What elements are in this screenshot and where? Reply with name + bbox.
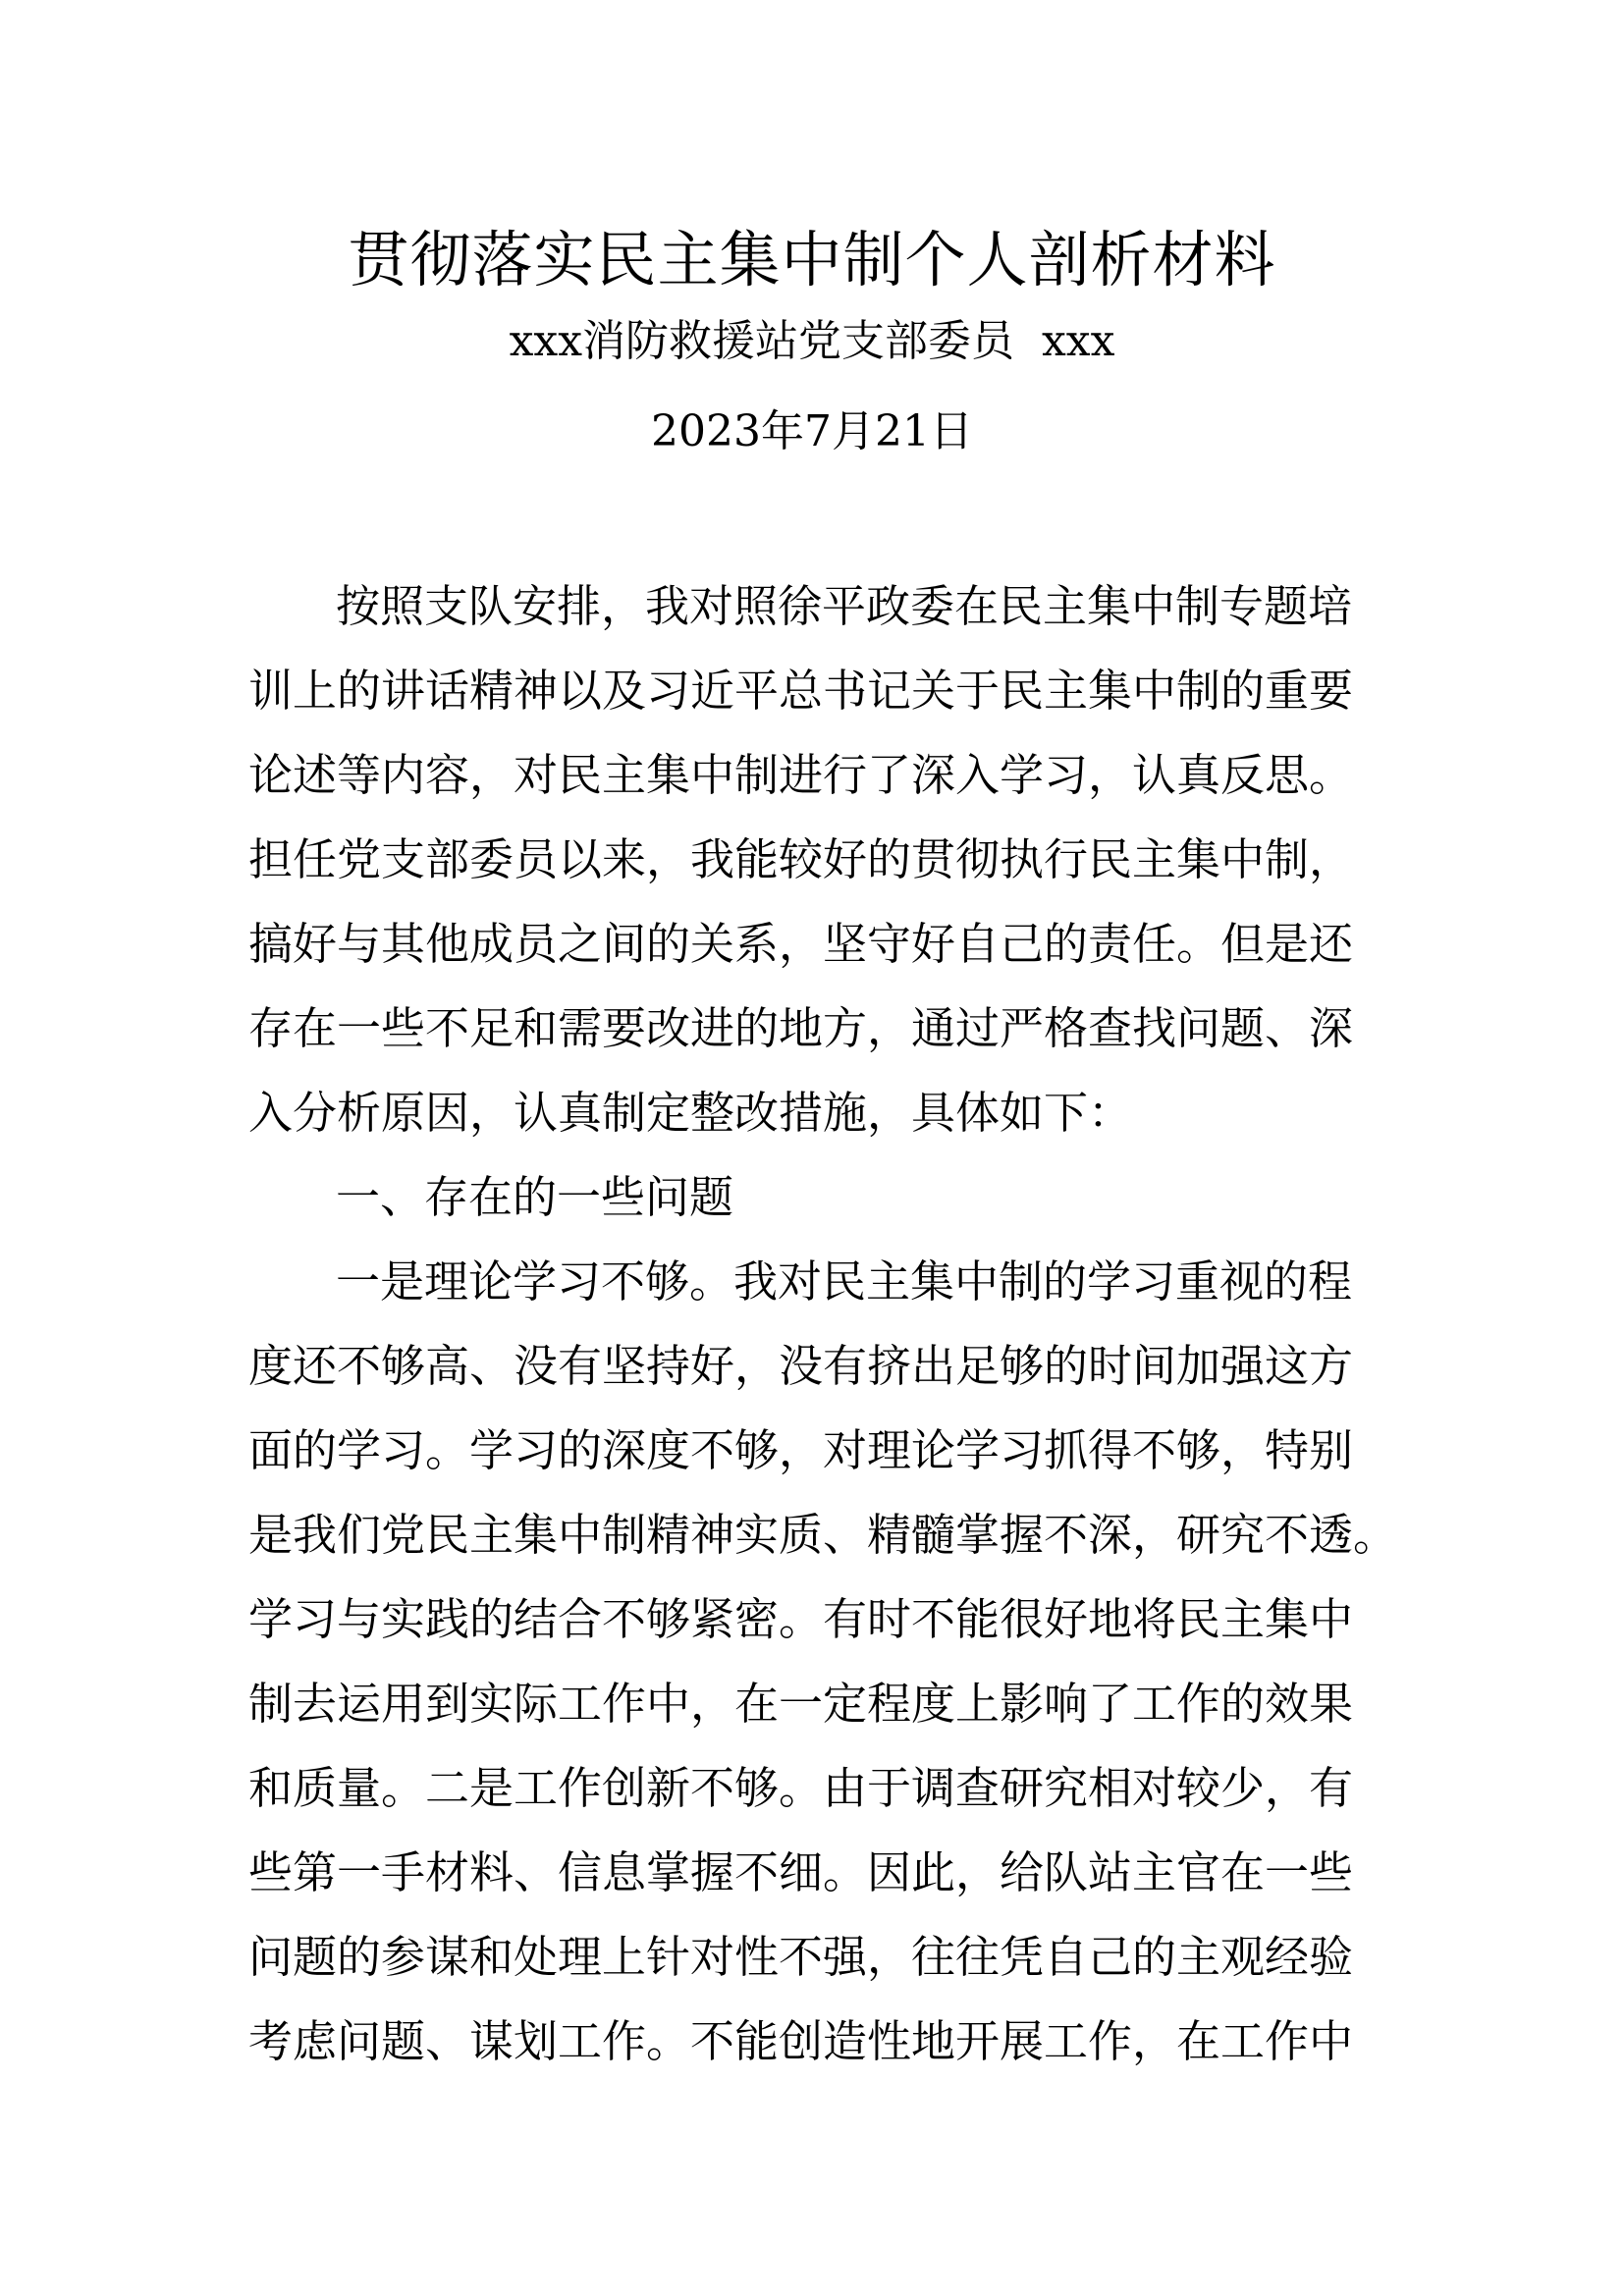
document-author: xxx消防救援站党支部委员 xxx bbox=[509, 316, 1115, 366]
paragraph-line: 考虑问题、谋划工作。不能创造性地开展工作，在工作中 bbox=[248, 2015, 1354, 2067]
paragraph-line: 学习与实践的结合不够紧密。有时不能很好地将民主集中 bbox=[248, 1593, 1354, 1645]
paragraph-line: 面的学习。学习的深度不够，对理论学习抓得不够，特别 bbox=[248, 1424, 1354, 1476]
paragraph-line: 一是理论学习不够。我对民主集中制的学习重视的程 bbox=[336, 1255, 1353, 1308]
document-title: 贯彻落实民主集中制个人剖析材料 bbox=[348, 224, 1276, 295]
paragraph-line: 入分析原因，认真制定整改措施，具体如下： bbox=[248, 1087, 1133, 1139]
section-heading: 一、存在的一些问题 bbox=[336, 1171, 734, 1223]
paragraph-line: 度还不够高、没有坚持好，没有挤出足够的时间加强这方 bbox=[248, 1340, 1354, 1392]
document-date: 2023年7月21日 bbox=[651, 406, 973, 456]
paragraph-line: 搞好与其他成员之间的关系，坚守好自己的责任。但是还 bbox=[248, 918, 1354, 970]
paragraph-line: 训上的讲话精神以及习近平总书记关于民主集中制的重要 bbox=[248, 665, 1354, 717]
paragraph-line: 是我们党民主集中制精神实质、精髓掌握不深，研究不透。 bbox=[248, 1509, 1398, 1561]
paragraph-line: 存在一些不足和需要改进的地方，通过严格查找问题、深 bbox=[248, 1002, 1354, 1054]
paragraph-line: 论述等内容，对民主集中制进行了深入学习，认真反思。 bbox=[248, 749, 1354, 801]
paragraph-line: 问题的参谋和处理上针对性不强，往往凭自己的主观经验 bbox=[248, 1931, 1354, 1983]
paragraph-line: 担任党支部委员以来，我能较好的贯彻执行民主集中制， bbox=[248, 833, 1354, 885]
paragraph-line: 制去运用到实际工作中，在一定程度上影响了工作的效果 bbox=[248, 1678, 1354, 1730]
paragraph-line: 些第一手材料、信息掌握不细。因此，给队站主官在一些 bbox=[248, 1846, 1354, 1898]
paragraph-line: 和质量。二是工作创新不够。由于调查研究相对较少，有 bbox=[248, 1762, 1354, 1814]
paragraph-line: 按照支队安排，我对照徐平政委在民主集中制专题培 bbox=[336, 580, 1353, 632]
